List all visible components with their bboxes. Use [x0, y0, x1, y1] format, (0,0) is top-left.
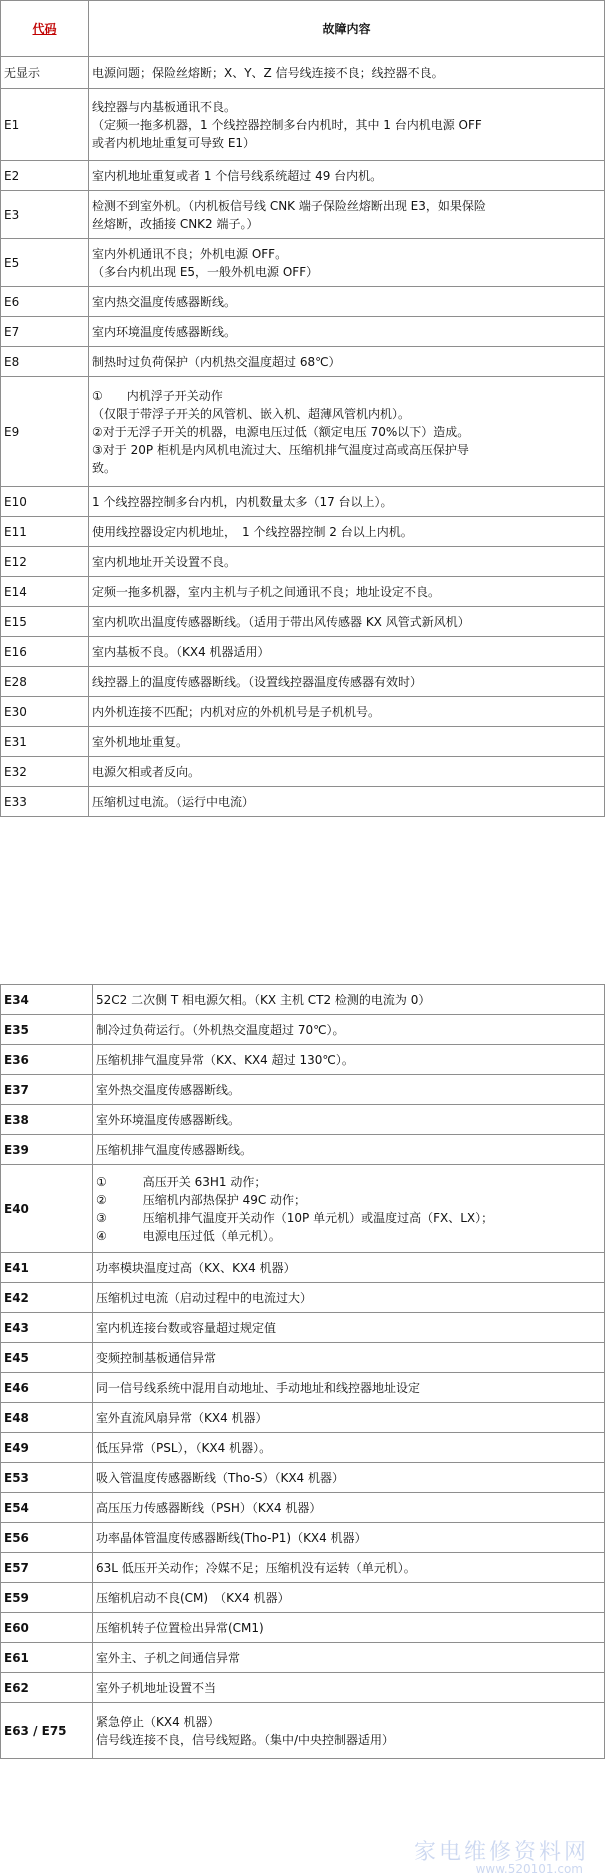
table-row	[1, 1105, 605, 1135]
fault-code: E10	[1, 487, 89, 517]
description-line: ③ 压缩机排气温度开关动作（10P 单元机）或温度过高（FX、LX）；	[96, 1210, 494, 1225]
fault-description	[93, 1583, 605, 1613]
fault-code: E48	[1, 1403, 93, 1433]
fault-description	[89, 637, 605, 667]
fault-description	[89, 287, 605, 317]
description-line: 室外直流风扇异常（KX4 机器）	[96, 1410, 268, 1425]
fault-code: E28	[1, 667, 89, 697]
fault-code: 无显示	[1, 57, 89, 89]
description-line: 室外主、子机之间通信异常	[96, 1650, 241, 1665]
table-row	[1, 1343, 605, 1373]
table-row	[1, 985, 605, 1015]
description-line: 变频控制基板通信异常	[96, 1350, 217, 1365]
description-line: 同一信号线系统中混用自动地址、手动地址和线控器地址设定	[96, 1380, 421, 1395]
description-line: 制热时过负荷保护（内机热交温度超过 68℃）	[92, 354, 341, 369]
description-line: 室外子机地址设置不当	[96, 1680, 217, 1695]
table-row	[1, 487, 605, 517]
fault-code: E6	[1, 287, 89, 317]
description-line: 线控器与内基板通讯不良。	[92, 99, 237, 114]
description-line: ③对于 20P 柜机是内风机电流过大、压缩机排气温度过高或高压保护导	[92, 442, 469, 457]
table-row	[1, 1553, 605, 1583]
fault-description	[93, 1075, 605, 1105]
description-line: 紧急停止（KX4 机器）	[96, 1714, 220, 1729]
fault-description	[89, 577, 605, 607]
table-row	[1, 57, 605, 89]
table-row	[1, 1433, 605, 1463]
description-line: 室内外机通讯不良；外机电源 OFF。	[92, 246, 288, 261]
fault-description	[93, 985, 605, 1015]
table-row	[1, 1253, 605, 1283]
description-line: 压缩机排气温度传感器断线。	[96, 1142, 253, 1157]
description-line: 压缩机排气温度异常（KX、KX4 超过 130℃）。	[96, 1052, 354, 1067]
fault-description	[89, 757, 605, 787]
description-line: 功率晶体管温度传感器断线(Tho-P1)（KX4 机器）	[96, 1530, 367, 1545]
table-row	[1, 1523, 605, 1553]
table-row	[1, 1165, 605, 1253]
fault-code: E43	[1, 1313, 93, 1343]
table-row	[1, 787, 605, 817]
table-row	[1, 1283, 605, 1313]
description-line: 压缩机启动不良(CM) （KX4 机器）	[96, 1590, 290, 1605]
table-row	[1, 377, 605, 487]
description-line: ① 高压开关 63H1 动作；	[96, 1174, 267, 1189]
description-line: 致。	[92, 460, 117, 475]
description-line: 低压异常（PSL），（KX4 机器）。	[96, 1440, 272, 1455]
fault-code: E37	[1, 1075, 93, 1105]
fault-code: E63 / E75	[1, 1703, 93, 1759]
description-line: （仅限于带浮子开关的风管机、嵌入机、超薄风管机内机）。	[92, 406, 411, 421]
table-row	[1, 161, 605, 191]
table-row	[1, 1643, 605, 1673]
fault-code: E46	[1, 1373, 93, 1403]
fault-description	[93, 1283, 605, 1313]
fault-description	[93, 1165, 605, 1253]
fault-description	[93, 1253, 605, 1283]
description-line: 电源问题；保险丝熔断；X、Y、Z 信号线连接不良；线控器不良。	[92, 65, 444, 80]
fault-code: E54	[1, 1493, 93, 1523]
table-row	[1, 287, 605, 317]
fault-description	[93, 1613, 605, 1643]
table-row	[1, 1135, 605, 1165]
fault-table-1	[0, 0, 605, 817]
fault-description	[93, 1105, 605, 1135]
fault-description	[93, 1553, 605, 1583]
fault-description	[89, 239, 605, 287]
description-line: 高压压力传感器断线（PSH）（KX4 机器）	[96, 1500, 322, 1515]
table-row	[1, 727, 605, 757]
header-row	[1, 1, 605, 57]
description-line: 功率模块温度过高（KX、KX4 机器）	[96, 1260, 296, 1275]
table-row	[1, 1493, 605, 1523]
fault-code: E31	[1, 727, 89, 757]
table-row	[1, 191, 605, 239]
description-line: 室内基板不良。（KX4 机器适用）	[92, 644, 270, 659]
description-line: 压缩机过电流（启动过程中的电流过大）	[96, 1290, 313, 1305]
table-row	[1, 317, 605, 347]
description-line: 室内机地址开关设置不良。	[92, 554, 237, 569]
fault-code: E11	[1, 517, 89, 547]
fault-code: E3	[1, 191, 89, 239]
fault-code: E41	[1, 1253, 93, 1283]
watermark-url: www.520101.com	[475, 1862, 583, 1876]
table-row	[1, 1463, 605, 1493]
fault-code: E14	[1, 577, 89, 607]
fault-description	[89, 89, 605, 161]
fault-description	[89, 377, 605, 487]
table-row	[1, 547, 605, 577]
description-line: 信号线连接不良，信号线短路。（集中/中央控制器适用）	[96, 1732, 395, 1747]
fault-description	[93, 1433, 605, 1463]
fault-code: E45	[1, 1343, 93, 1373]
fault-code: E16	[1, 637, 89, 667]
description-line: 或者内机地址重复可导致 E1）	[92, 135, 256, 150]
description-line: 吸入管温度传感器断线（Tho-S）（KX4 机器）	[96, 1470, 344, 1485]
description-line: 压缩机转子位置检出异常(CM1)	[96, 1620, 264, 1635]
fault-code: E9	[1, 377, 89, 487]
description-line: 检测不到室外机。（内机板信号线 CNK 端子保险丝熔断出现 E3，如果保险	[92, 198, 486, 213]
description-line: 电源欠相或者反向。	[92, 764, 201, 779]
header-content: 故障内容	[89, 1, 605, 57]
fault-code: E59	[1, 1583, 93, 1613]
description-line: 室内环境温度传感器断线。	[92, 324, 237, 339]
fault-description	[93, 1313, 605, 1343]
fault-description	[89, 487, 605, 517]
description-line: 室内机地址重复或者 1 个信号线系统超过 49 台内机。	[92, 168, 383, 183]
fault-description	[89, 727, 605, 757]
fault-description	[89, 161, 605, 191]
fault-description	[89, 667, 605, 697]
fault-description	[93, 1463, 605, 1493]
fault-description	[93, 1015, 605, 1045]
header-code: 代码	[1, 1, 89, 57]
table-row	[1, 1583, 605, 1613]
table-row	[1, 577, 605, 607]
table-row	[1, 757, 605, 787]
fault-description	[89, 57, 605, 89]
fault-description	[93, 1673, 605, 1703]
description-line: 室内机连接台数或容量超过规定值	[96, 1320, 277, 1335]
fault-description	[89, 787, 605, 817]
table-row	[1, 1015, 605, 1045]
fault-description	[93, 1343, 605, 1373]
fault-code: E12	[1, 547, 89, 577]
fault-table-2	[0, 984, 605, 1759]
description-line: 室外环境温度传感器断线。	[96, 1112, 241, 1127]
fault-code: E39	[1, 1135, 93, 1165]
fault-code: E57	[1, 1553, 93, 1583]
table-row	[1, 347, 605, 377]
fault-code: E34	[1, 985, 93, 1015]
fault-code: E8	[1, 347, 89, 377]
fault-code: E2	[1, 161, 89, 191]
fault-code: E62	[1, 1673, 93, 1703]
fault-code: E56	[1, 1523, 93, 1553]
description-line: ②对于无浮子开关的机器，电源电压过低（额定电压 70%以下）造成。	[92, 424, 470, 439]
table-row	[1, 1075, 605, 1105]
fault-description	[93, 1135, 605, 1165]
description-line: ① 内机浮子开关动作	[92, 388, 223, 403]
description-line: 定频一拖多机器，室内主机与子机之间通讯不良；地址设定不良。	[92, 584, 441, 599]
fault-description	[93, 1373, 605, 1403]
fault-code: E15	[1, 607, 89, 637]
fault-description	[93, 1523, 605, 1553]
description-line: 室内热交温度传感器断线。	[92, 294, 237, 309]
table-row	[1, 89, 605, 161]
fault-description	[93, 1045, 605, 1075]
description-line: 1 个线控器控制多台内机，内机数量太多（17 台以上）。	[92, 494, 393, 509]
fault-description	[89, 547, 605, 577]
fault-code: E42	[1, 1283, 93, 1313]
description-line: 室内机吹出温度传感器断线。（适用于带出风传感器 KX 风管式新风机）	[92, 614, 470, 629]
table-row	[1, 1703, 605, 1759]
watermark: 家电维修资料网	[413, 1840, 589, 1865]
fault-code: E35	[1, 1015, 93, 1045]
fault-code: E53	[1, 1463, 93, 1493]
fault-code: E32	[1, 757, 89, 787]
description-line: （多台内机出现 E5，一般外机电源 OFF）	[92, 264, 319, 279]
fault-code: E33	[1, 787, 89, 817]
description-line: 63L 低压开关动作；冷媒不足；压缩机没有运转（单元机）。	[96, 1560, 416, 1575]
description-line: 内外机连接不匹配；内机对应的外机机号是子机机号。	[92, 704, 381, 719]
table-row	[1, 239, 605, 287]
table-row	[1, 667, 605, 697]
fault-code: E5	[1, 239, 89, 287]
fault-code: E30	[1, 697, 89, 727]
table-row	[1, 697, 605, 727]
fault-description	[93, 1703, 605, 1759]
fault-code: E7	[1, 317, 89, 347]
description-line: （定频一拖多机器，1 个线控器控制多台内机时，其中 1 台内机电源 OFF	[92, 117, 482, 132]
table-row	[1, 517, 605, 547]
table-row	[1, 1403, 605, 1433]
fault-description	[89, 317, 605, 347]
fault-description	[93, 1493, 605, 1523]
table-row	[1, 1373, 605, 1403]
table-row	[1, 637, 605, 667]
fault-description	[89, 697, 605, 727]
fault-description	[93, 1643, 605, 1673]
table-row	[1, 1313, 605, 1343]
description-line: 室外机地址重复。	[92, 734, 189, 749]
description-line: 52C2 二次侧 T 相电源欠相。（KX 主机 CT2 检测的电流为 0）	[96, 992, 431, 1007]
description-line: 室外热交温度传感器断线。	[96, 1082, 241, 1097]
fault-code: E61	[1, 1643, 93, 1673]
table-row	[1, 1045, 605, 1075]
fault-code: E36	[1, 1045, 93, 1075]
table-row	[1, 607, 605, 637]
description-line: ② 压缩机内部热保护 49C 动作；	[96, 1192, 307, 1207]
fault-code: E60	[1, 1613, 93, 1643]
description-line: 丝熔断，改插接 CNK2 端子。）	[92, 216, 259, 231]
fault-code: E49	[1, 1433, 93, 1463]
table-row	[1, 1613, 605, 1643]
fault-description	[89, 191, 605, 239]
fault-description	[89, 607, 605, 637]
fault-code: E38	[1, 1105, 93, 1135]
fault-code: E40	[1, 1165, 93, 1253]
description-line: 线控器上的温度传感器断线。（设置线控器温度传感器有效时）	[92, 674, 423, 689]
fault-code: E1	[1, 89, 89, 161]
table-row	[1, 1673, 605, 1703]
fault-description	[89, 517, 605, 547]
description-line: 制冷过负荷运行。（外机热交温度超过 70℃）。	[96, 1022, 345, 1037]
fault-description	[93, 1403, 605, 1433]
description-line: 压缩机过电流。（运行中电流）	[92, 794, 255, 809]
description-line: ④ 电源电压过低（单元机）。	[96, 1228, 281, 1243]
description-line: 使用线控器设定内机地址， 1 个线控器控制 2 台以上内机。	[92, 524, 413, 539]
fault-description	[89, 347, 605, 377]
